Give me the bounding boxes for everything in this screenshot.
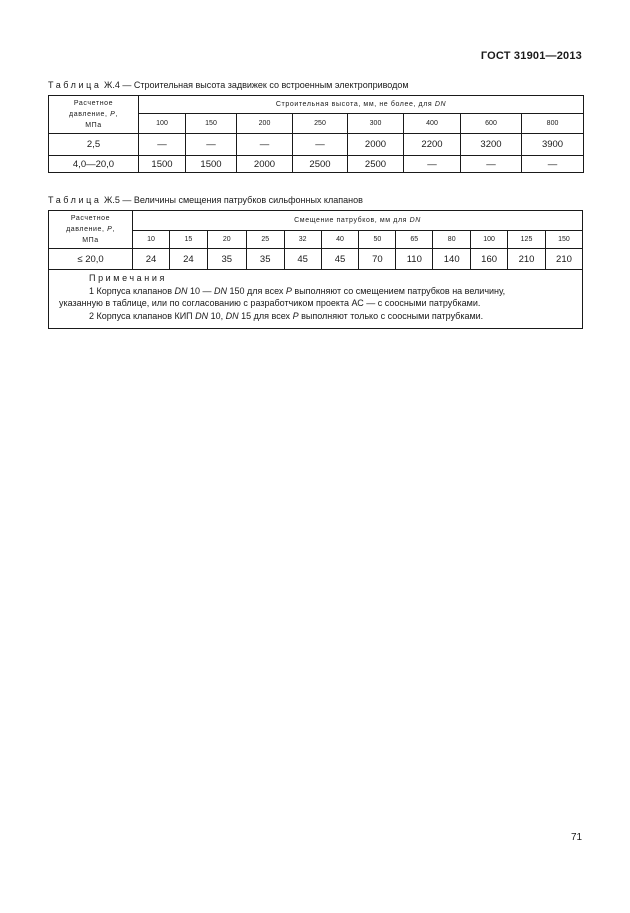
- table5-value-cell: 210: [545, 249, 582, 270]
- note-1: 1 Корпуса клапанов DN 10 — DN 150 для всех Р выполняют со смещением патрубков на величину,: [89, 285, 506, 296]
- table-row: [49, 134, 584, 156]
- table4-pressure-header: Расчетное давление, Р, МПа: [49, 96, 139, 134]
- table4-value-cell: —: [461, 156, 522, 173]
- note-2: 2 Корпуса клапанов КИП DN 10, DN 15 для всех Р выполняют только с соосными патрубками.: [89, 310, 484, 321]
- table5-pressure-cell: ≤ 20,0: [49, 249, 133, 270]
- table5-caption: [48, 195, 363, 205]
- table5-group-header: Смещение патрубков, мм для DN: [133, 211, 583, 231]
- table4-dn-cell: 100: [139, 114, 186, 134]
- table5-dn-cell: 125: [508, 231, 546, 249]
- table4-value-cell: —: [139, 134, 186, 156]
- table4-dn-cell: 300: [348, 114, 404, 134]
- table5-value-cell: 160: [471, 249, 508, 270]
- table5-notes: [49, 270, 583, 329]
- table5-value-cell: 45: [284, 249, 321, 270]
- table4-dn-cell: 400: [404, 114, 461, 134]
- table5-dn-cell: 100: [471, 231, 508, 249]
- table4-value-cell: —: [186, 134, 237, 156]
- table5-value-cell: 35: [246, 249, 284, 270]
- table4-value-cell: 2500: [348, 156, 404, 173]
- table4-value-cell: 2500: [293, 156, 348, 173]
- table4-caption: [48, 80, 409, 90]
- table4: [48, 95, 584, 173]
- standard-code: ГОСТ 31901—2013: [480, 50, 582, 62]
- table4-value-cell: —: [293, 134, 348, 156]
- table5-value-cell: 24: [169, 249, 207, 270]
- table4-caption-word: Таблица: [48, 80, 102, 90]
- table5-value-cell: 24: [133, 249, 170, 270]
- table4-dn-cell: 600: [461, 114, 522, 134]
- table4-value-cell: 3200: [461, 134, 522, 156]
- table5-pressure-header: Расчетное давление, Р, МПа: [49, 211, 133, 249]
- table4-dn-cell: 200: [237, 114, 293, 134]
- table5: [48, 210, 583, 329]
- table5-dn-cell: 32: [284, 231, 321, 249]
- table4-value-cell: 3900: [522, 134, 584, 156]
- table5-dn-cell: 40: [321, 231, 359, 249]
- table5-caption-word: Таблица: [48, 195, 102, 205]
- table4-value-cell: —: [237, 134, 293, 156]
- table5-dn-cell: 50: [359, 231, 396, 249]
- table4-value-cell: —: [404, 156, 461, 173]
- page-number: 71: [571, 832, 583, 843]
- table5-value-cell: 210: [508, 249, 546, 270]
- table5-value-cell: 35: [207, 249, 246, 270]
- table5-dn-cell: 10: [133, 231, 170, 249]
- notes-title: Примечания: [89, 273, 167, 283]
- table4-pressure-cell: 4,0—20,0: [49, 156, 139, 173]
- table4-value-cell: 2200: [404, 134, 461, 156]
- table4-value-cell: 1500: [186, 156, 237, 173]
- table4-caption-text: Ж.4 — Строительная высота задвижек со встроенным электроприводом: [104, 80, 409, 90]
- table5-dn-cell: 15: [169, 231, 207, 249]
- table4-value-cell: 2000: [348, 134, 404, 156]
- table4-value-cell: —: [522, 156, 584, 173]
- table4-group-header: Строительная высота, мм, не более, для DN: [139, 96, 584, 114]
- table5-value-cell: 70: [359, 249, 396, 270]
- table5-dn-cell: 80: [433, 231, 471, 249]
- table5-value-cell: 140: [433, 249, 471, 270]
- table5-dn-cell: 25: [246, 231, 284, 249]
- table4-dn-cell: 800: [522, 114, 584, 134]
- table-row: [49, 249, 583, 270]
- table5-value-cell: 110: [396, 249, 433, 270]
- note-1-continuation: указанную в таблице, или по согласованию с разработчиком проекта АС — с соосными патрубками.: [59, 298, 481, 308]
- table4-dn-cell: 250: [293, 114, 348, 134]
- table5-dn-cell: 20: [207, 231, 246, 249]
- table4-pressure-cell: 2,5: [49, 134, 139, 156]
- table5-value-cell: 45: [321, 249, 359, 270]
- table5-caption-text: Ж.5 — Величины смещения патрубков сильфонных клапанов: [104, 195, 363, 205]
- table-row: [49, 156, 584, 173]
- table4-value-cell: 2000: [237, 156, 293, 173]
- table5-dn-cell: 65: [396, 231, 433, 249]
- table5-dn-cell: 150: [545, 231, 582, 249]
- table4-dn-cell: 150: [186, 114, 237, 134]
- table4-value-cell: 1500: [139, 156, 186, 173]
